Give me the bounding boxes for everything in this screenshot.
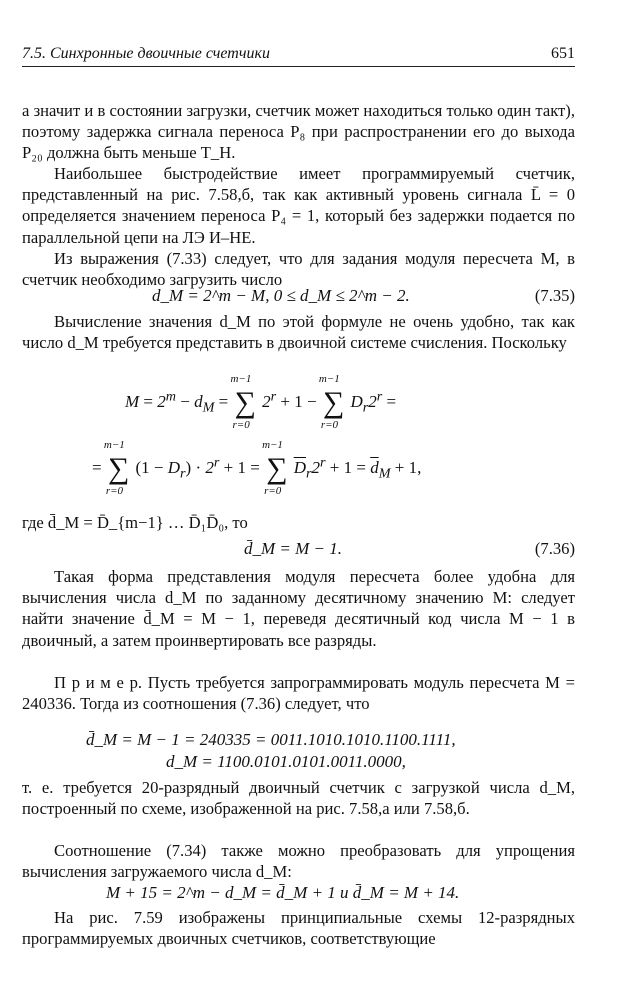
paragraph-3: Из выражения (7.33) следует, что для задания модуля пересчета M, в счетчик необходимо загрузить число bbox=[22, 249, 575, 290]
paragraph-9: На рис. 7.59 изображены принципиальные схемы 12-разрядных программируемых двоичных счетчиков, соответствующие bbox=[22, 908, 575, 949]
section-title: 7.5. Синхронные двоичные счетчики bbox=[22, 45, 270, 62]
equation-final: M + 15 = 2^m − d_M = d̄_M + 1 и d̄_M = M + 14. bbox=[106, 883, 460, 902]
where-line: где d̄_M = D̄_{m−1} … D̄₁D̄₀, то bbox=[22, 513, 248, 532]
page-number: 651 bbox=[551, 45, 575, 62]
paragraph-8: Соотношение (7.34) также можно преобразовать для упрощения вычисления загружаемого числа d_M: bbox=[22, 841, 575, 882]
summation-symbol: ∑ m−1 r=0 bbox=[262, 439, 288, 497]
equation-7-36: d̄_M = M − 1. bbox=[244, 539, 343, 558]
paragraph-1: а значит и в состоянии загрузки, счетчик может находиться только один такт), поэтому задержка сигнала переноса P₈ при распространении его до выхода P₂₀ должна быть меньше T_H. bbox=[22, 101, 575, 163]
paragraph-7: т. е. требуется 20-разрядный двоичный счетчик с загрузкой числа d_M, построенный по схеме, изображенной на рис. 7.58,а или 7.58,б. bbox=[22, 778, 575, 819]
equation-number-7-35: (7.35) bbox=[534, 286, 575, 305]
running-header bbox=[22, 44, 575, 67]
sum-equation-line-2: = ∑ m−1 r=0 $(1 - D_r) \cdot 2^r + 1$ = ∑ m−1 r=0 $\overline{D}_r2^r + 1 = \overline{d}_M + 1$, bbox=[92, 439, 422, 497]
example-line-2: d_M = 1100.0101.0101.0011.0000, bbox=[166, 752, 406, 771]
paragraph-4: Вычисление значения d_M по этой формуле не очень удобно, так как число d_M требуется представить в двоичной системе счисления. Поскольку bbox=[22, 312, 575, 353]
equation-number-7-36: (7.36) bbox=[534, 539, 575, 558]
paragraph-2: Наибольшее быстродействие имеет программируемый счетчик, представленный на рис. 7.58,б, так как активный уровень сигнала L̄ = 0 определяется значением переноса P₄ = 1, который без задержки подается по параллельной цепи на ЛЭ И–НЕ. bbox=[22, 164, 575, 247]
paragraph-5: Такая форма представления модуля пересчета более удобна для вычисления числа d_M по заданному десятичному значению M: следует найти значение d̄_M = M − 1, переведя десятичный код числа M − 1 в двоичный, а затем проинвертировать все разряды. bbox=[22, 567, 575, 650]
summation-symbol: ∑ m−1 r=0 bbox=[318, 373, 345, 431]
summation-symbol: ∑ m−1 r=0 bbox=[230, 373, 256, 431]
sum-equation-line-1: $M = 2^m - d_M$ = ∑ m−1 r=0 2$^r$ + 1 − ∑ m−1 r=0 $D_r2^r$ = bbox=[125, 373, 397, 431]
equation-7-35: d_M = 2^m − M, 0 ≤ d_M ≤ 2^m − 2. bbox=[152, 286, 410, 305]
paragraph-6-example: П р и м е р. Пусть требуется запрограммировать модуль пересчета M = 240336. Тогда из соотношения (7.36) следует, что bbox=[22, 673, 575, 714]
example-line-1: d̄_M = M − 1 = 240335 = 0011.1010.1010.1100.1111, bbox=[86, 730, 456, 749]
summation-symbol: ∑ m−1 r=0 bbox=[103, 439, 130, 497]
